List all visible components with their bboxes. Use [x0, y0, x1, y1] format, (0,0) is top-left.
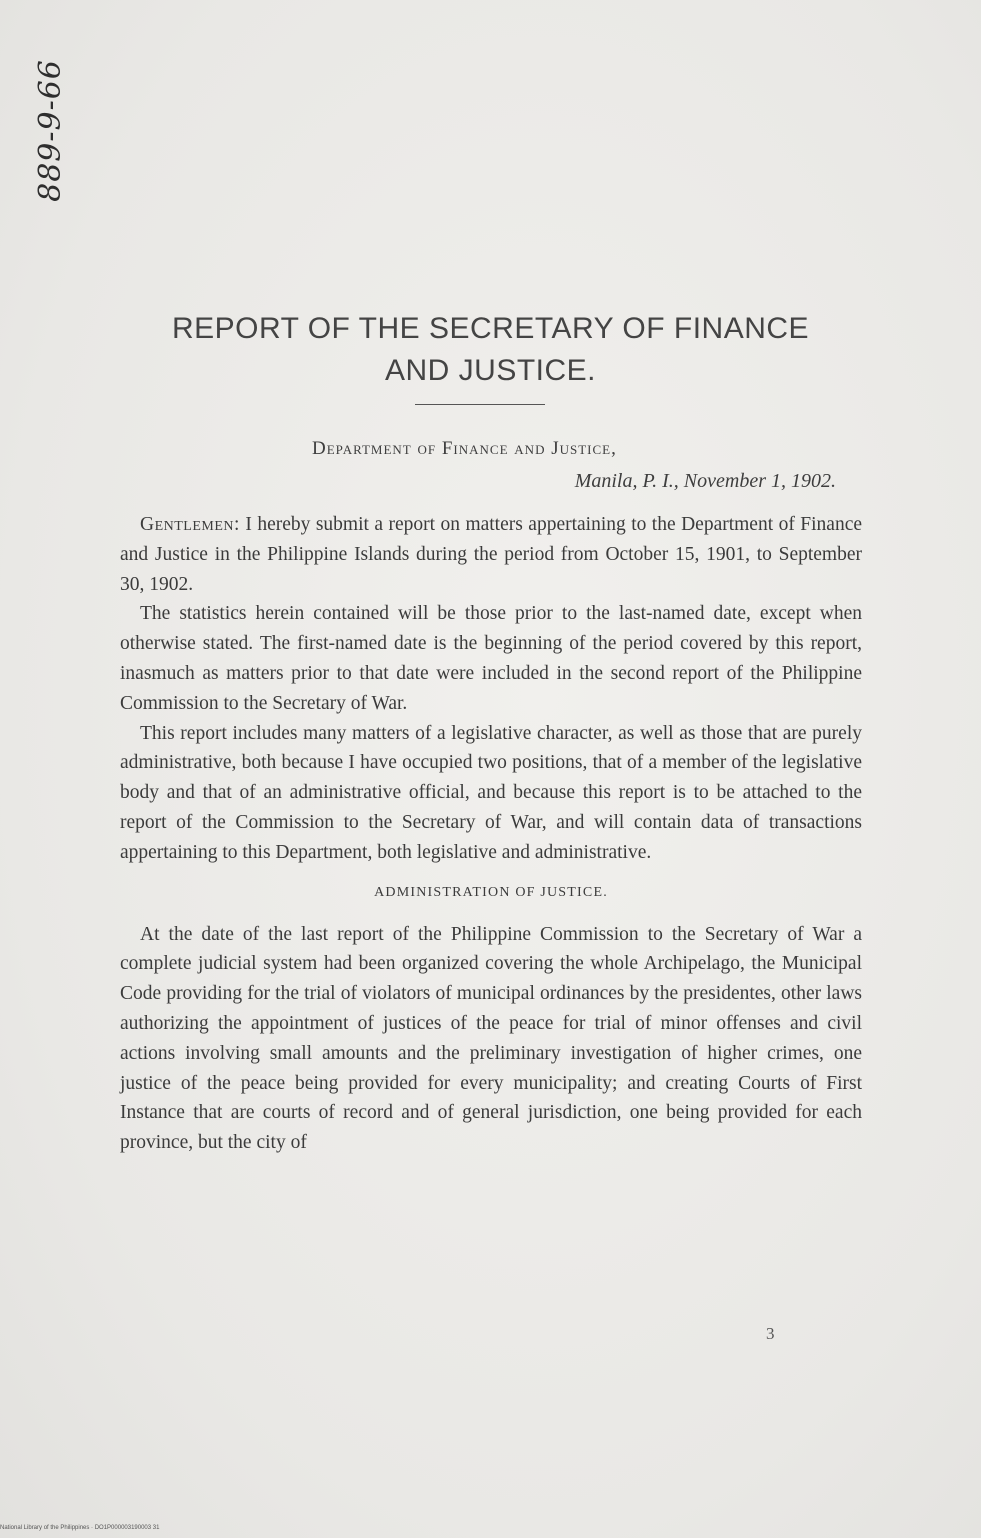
paragraph-2: The statistics herein contained will be those prior to the last-named date, except when otherwise stated. The first-named date is the beginning of the period covered by this report, inasmuch as matters prior to that date were included in the second report of the Philippine Commission to the Secretary of War. [120, 603, 862, 714]
place-date-line: Manila, P. I., November 1, 1902. [574, 470, 836, 492]
department-heading: Department of Finance and Justice, [312, 438, 617, 459]
page-number: 3 [766, 1324, 775, 1343]
paragraph-3: This report includes many matters of a legislative character, as well as those that are purely administrative, both because I have occupied two positions, that of a member of the legislative body and that of an administrative official, and because this report is to be attached to the report of the Commission to the Secretary of War, and will contain data of transactions appertaining to this Department, both legislative and administrative. [120, 722, 862, 863]
paragraph-1 [120, 510, 862, 599]
paragraph-4: At the date of the last report of the Philippine Commission to the Secretary of War a complete judicial system had been organized covering the whole Archipelago, the Municipal Code providing for the trial of violators of municipal ordinances by the presidentes, other laws authorizing the appointment of justices of the peace for trial of minor offenses and civil actions involving small amounts and the preliminary investigation of higher crimes, one justice of the peace being provided for every municipality; and creating Courts of First Instance that are courts of record and of general jurisdiction, one being provided for each province, but the city of [120, 923, 862, 1154]
handwritten-margin-note [20, 30, 80, 230]
salutation: Gentlemen: [140, 514, 240, 535]
section-heading: ADMINISTRATION OF JUSTICE. [374, 884, 608, 900]
paragraph-1-text: I hereby submit a report on matters appertaining to the Department of Finance and Justice in the Philippine Islands during the period from October 15, 1901, to September 30, 1902. [120, 514, 862, 595]
library-footer-note: National Library of the Philippines · DO1P000003190003 31 [0, 1525, 160, 1531]
title-line-1: REPORT OF THE SECRETARY OF FINANCE [171, 312, 810, 345]
report-body [120, 510, 862, 1158]
margin-note-text: 889-9-66 [32, 58, 68, 202]
title-line-2: AND JUSTICE. [384, 354, 597, 387]
report-title [100, 308, 881, 392]
title-divider [415, 404, 545, 405]
